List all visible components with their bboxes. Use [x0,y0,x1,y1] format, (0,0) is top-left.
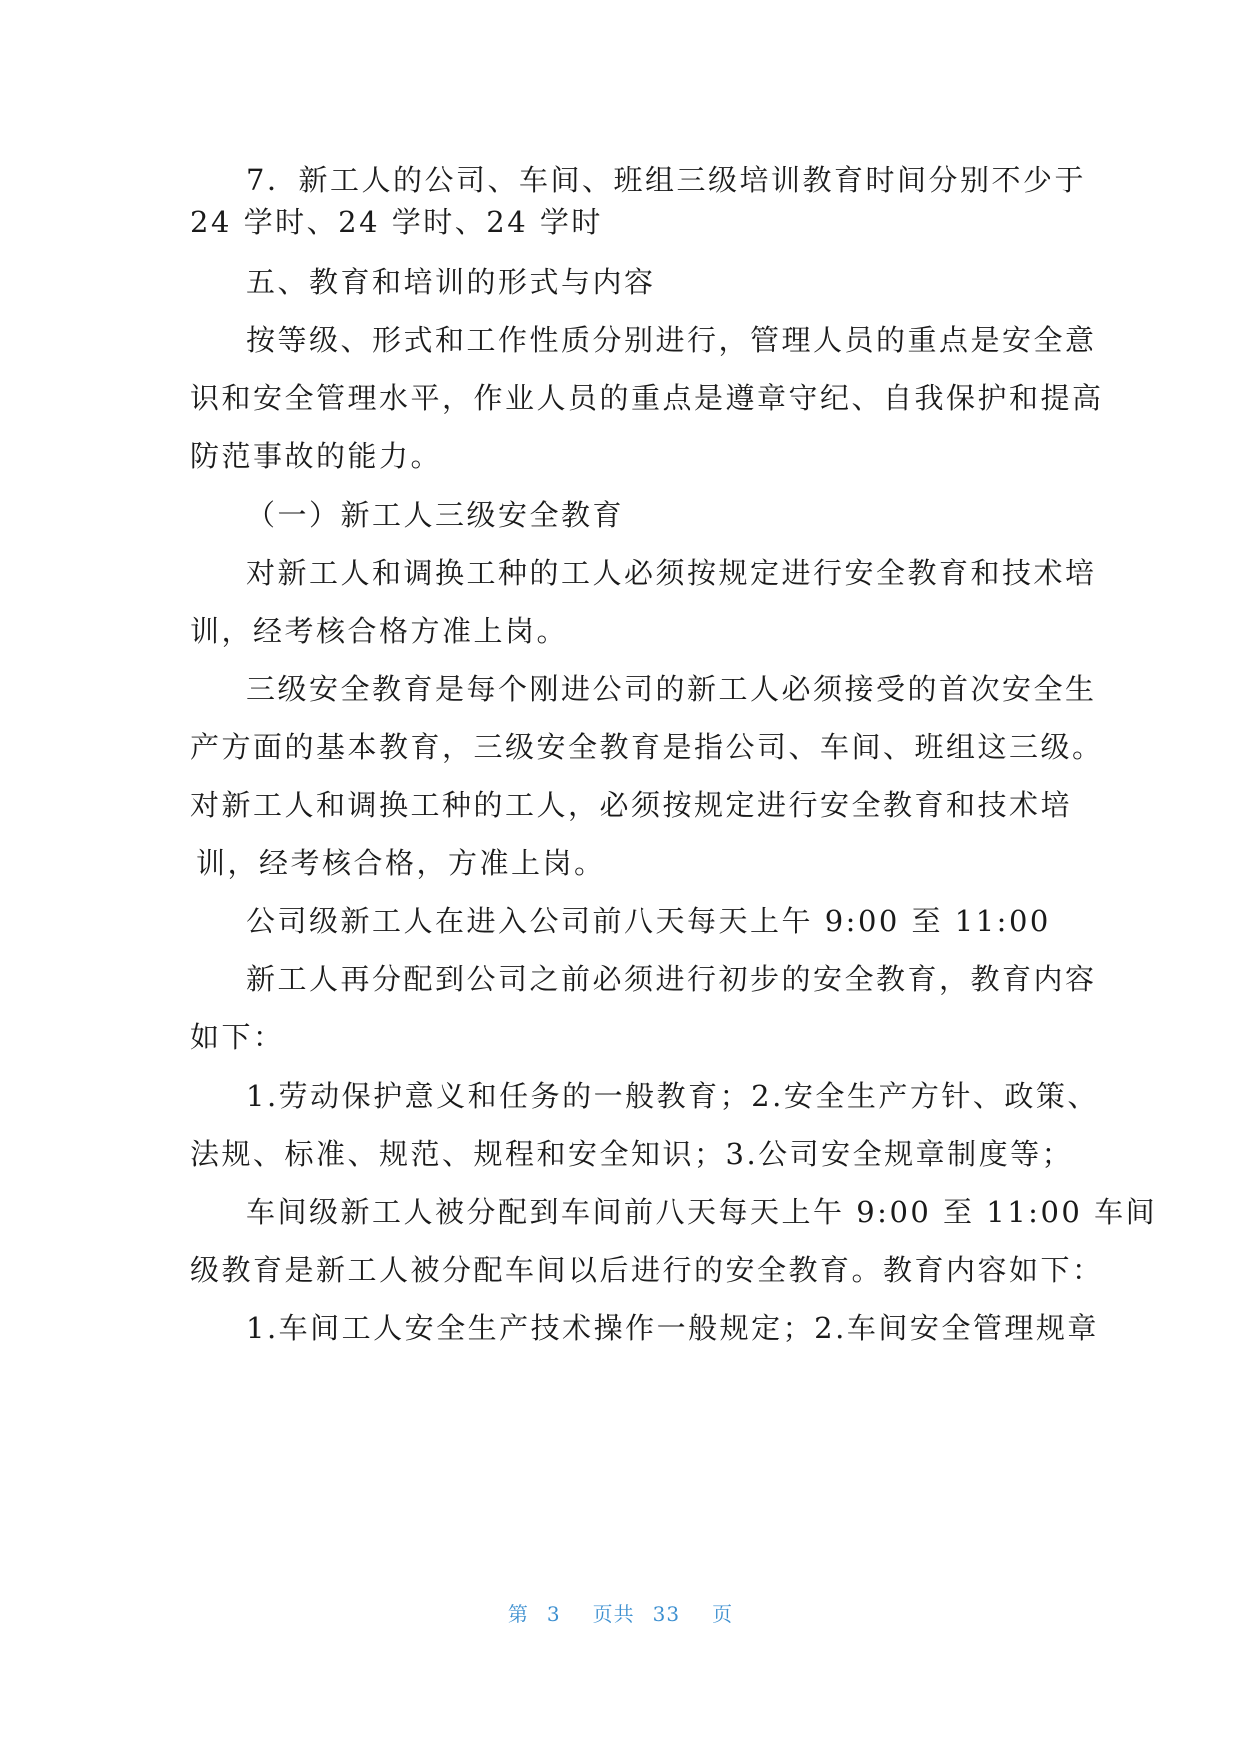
text-line: 三级安全教育是每个刚进公司的新工人必须接受的首次安全生 [246,672,1097,706]
text-line: 1.劳动保护意义和任务的一般教育；2.安全生产方针、政策、 [246,1079,1099,1113]
text-line: 训，经考核合格方准上岗。 [190,614,569,648]
text-line: 级教育是新工人被分配车间以后进行的安全教育。教育内容如下： [190,1253,1104,1287]
text-line: 新工人再分配到公司之前必须进行初步的安全教育，教育内容 [246,962,1097,996]
text-line: 按等级、形式和工作性质分别进行，管理人员的重点是安全意 [246,323,1097,357]
text-line: 对新工人和调换工种的工人，必须按规定进行安全教育和技术培 [190,788,1073,822]
footer-prefix: 第 [507,1602,529,1626]
text-line: 法规、标准、规范、规程和安全知识；3.公司安全规章制度等； [190,1137,1074,1171]
text-line: 24 学时、24 学时、24 学时 [190,205,603,239]
subsection-heading: （一）新工人三级安全教育 [246,498,625,532]
text-line: 产方面的基本教育，三级安全教育是指公司、车间、班组这三级。 [190,730,1104,764]
text-line: 如下： [190,1020,285,1054]
text-line: 防范事故的能力。 [190,439,443,473]
text-line: 7．新工人的公司、车间、班组三级培训教育时间分别不少于 [246,163,1086,197]
section-heading: 五、教育和培训的形式与内容 [246,265,656,299]
text-line: 训，经考核合格，方准上岗。 [196,846,606,880]
page-footer [0,1598,1241,1627]
text-line: 1.车间工人安全生产技术操作一般规定；2.车间安全管理规章 [246,1311,1099,1345]
footer-middle: 页共 [592,1602,635,1626]
footer-total-pages: 33 [652,1602,681,1626]
text-line: 识和安全管理水平，作业人员的重点是遵章守纪、自我保护和提高 [190,381,1104,415]
text-line: 公司级新工人在进入公司前八天每天上午 9:00 至 11:00 [246,904,1051,938]
footer-suffix: 页 [712,1602,734,1626]
footer-page-number: 3 [546,1602,561,1626]
text-line: 车间级新工人被分配到车间前八天每天上午 9:00 至 11:00 车间 [246,1195,1158,1229]
text-line: 对新工人和调换工种的工人必须按规定进行安全教育和技术培 [246,556,1097,590]
